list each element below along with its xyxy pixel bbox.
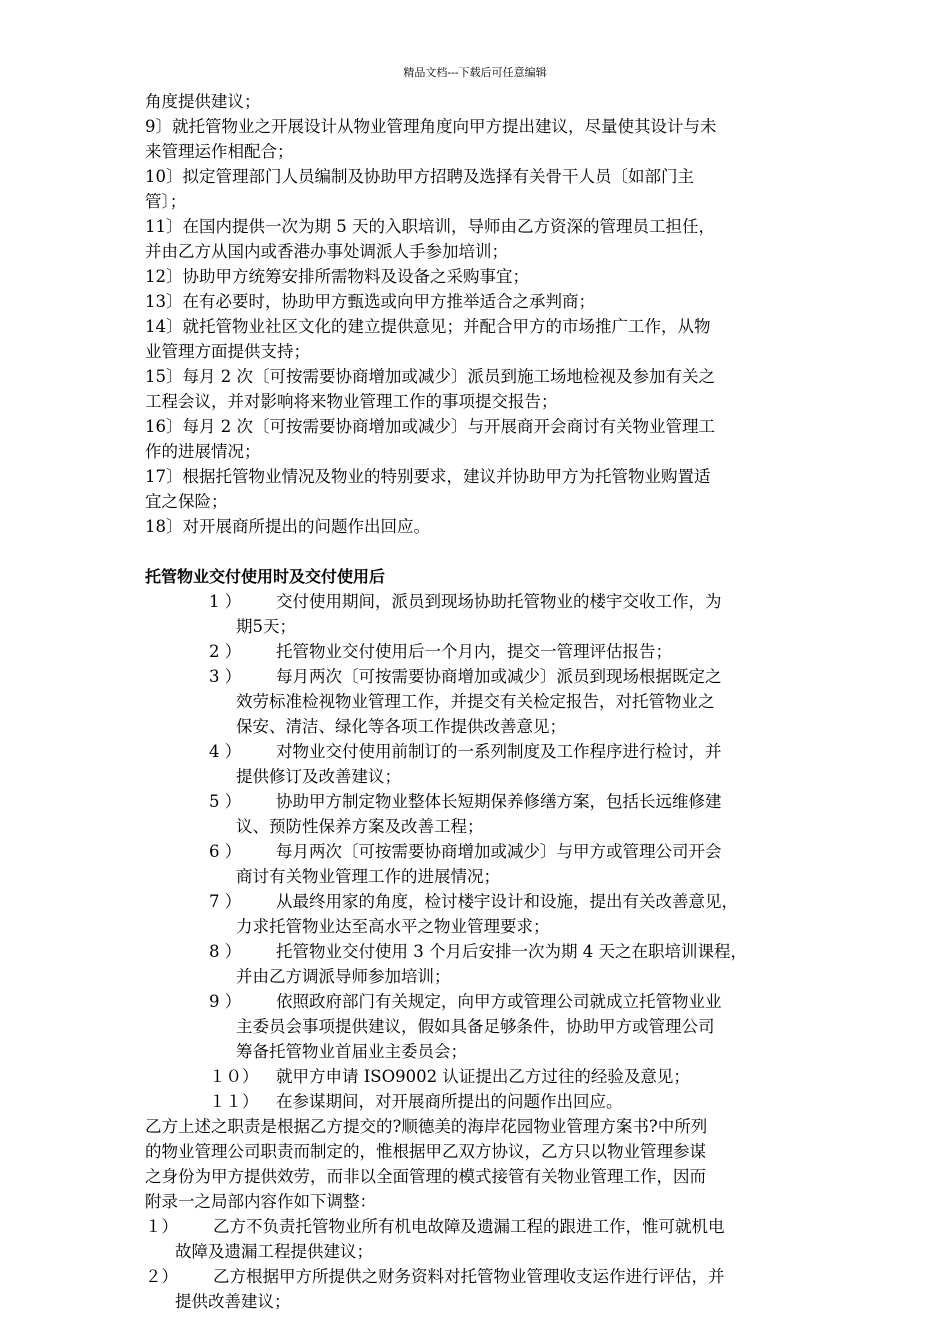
list-item-line: 期5天；	[236, 617, 296, 636]
list-item-number: 5 ）	[209, 792, 242, 811]
paragraph-line: 之身份为甲方提供效劳，而非以全面管理的模式接管有关物业管理工作，因而	[145, 1167, 706, 1186]
list-item-text: 依照政府部门有关规定，向甲方或管理公司就成立托管物业业	[276, 992, 722, 1011]
list-item-number: 1 ）	[209, 592, 242, 611]
list-item-line	[145, 1064, 813, 1089]
list-item-line	[145, 1264, 813, 1289]
list-item-line: 工程会议，并对影响将来物业管理工作的事项提交报告；	[145, 392, 558, 411]
list-item-line: 保安、清洁、绿化等各项工作提供改善意见；	[236, 717, 566, 736]
list-item-text: 每月两次〔可按需要协商增加或减少〕与甲方或管理公司开会	[276, 842, 722, 861]
list-item-line	[145, 789, 813, 814]
list-item-number: １０）	[209, 1067, 259, 1086]
list-item-text: 在参谋期间，对开展商所提出的问题作出回应。	[276, 1092, 623, 1111]
list-item-number: 4 ）	[209, 742, 242, 761]
list-item-line: 16〕每月 2 次〔可按需要协商增加或减少〕与开展商开会商讨有关物业管理工	[145, 417, 715, 436]
spacer	[145, 539, 813, 564]
list-item-number: 6 ）	[209, 842, 242, 861]
section-heading: 托管物业交付使用时及交付使用后	[145, 567, 386, 586]
list-item-line: 9〕就托管物业之开展设计从物业管理角度向甲方提出建议，尽量使其设计与未	[145, 117, 717, 136]
list-item-number: 9 ）	[209, 992, 242, 1011]
list-item-line: 15〕每月 2 次〔可按需要协商增加或减少〕派员到施工场地检视及参加有关之	[145, 367, 715, 386]
list-item-line	[145, 589, 813, 614]
list-item-line	[145, 889, 813, 914]
list-item-number: 2 ）	[209, 642, 242, 661]
list-item-line: 并由乙方调派导师参加培训；	[236, 967, 451, 986]
list-item-number: １１）	[209, 1092, 259, 1111]
list-item-line: 筹备托管物业首届业主委员会；	[236, 1042, 467, 1061]
list-item-line: 效劳标准检视物业管理工作，并提交有关检定报告，对托管物业之	[236, 692, 715, 711]
list-item-text: 每月两次〔可按需要协商增加或减少〕派员到现场根据既定之	[276, 667, 722, 686]
list-item-line: 管〕；	[145, 192, 187, 211]
list-item-text: 托管物业交付使用 3 个月后安排一次为期 4 天之在职培训课程，	[276, 942, 747, 961]
list-c	[145, 1214, 813, 1314]
list-item-line: 提供改善建议；	[175, 1292, 291, 1311]
page-header: 精品文档---下载后可任意编辑	[403, 66, 547, 79]
list-item-line: 提供修订及改善建议；	[236, 767, 401, 786]
list-item-line: 12〕协助甲方统筹安排所需物料及设备之采购事宜；	[145, 267, 529, 286]
list-item-number: ２）	[145, 1267, 178, 1286]
list-item-text: 协助甲方制定物业整体长短期保养修缮方案，包括长远维修建	[276, 792, 722, 811]
list-item-line	[145, 739, 813, 764]
list-item-line	[145, 639, 813, 664]
list-item-line	[145, 989, 813, 1014]
paragraph-line: 的物业管理公司职责而制定的，惟根据甲乙双方协议，乙方只以物业管理参谋	[145, 1142, 706, 1161]
list-item-number: 3 ）	[209, 667, 242, 686]
list-item-line: 14〕就托管物业社区文化的建立提供意见；并配合甲方的市场推广工作，从物	[145, 317, 711, 336]
list-item-text: 乙方不负责托管物业所有机电故障及遗漏工程的跟进工作，惟可就机电	[213, 1217, 725, 1236]
list-item-line	[145, 839, 813, 864]
list-item-line	[145, 1089, 813, 1114]
list-item-line: 来管理运作相配合；	[145, 142, 294, 161]
list-item-line: 议、预防性保养方案及改善工程；	[236, 817, 484, 836]
list-item-line: 18〕对开展商所提出的问题作出回应。	[145, 517, 430, 536]
list-item-number: 8 ）	[209, 942, 242, 961]
summary-paragraph	[145, 1114, 813, 1214]
list-item-line: 10〕拟定管理部门人员编制及协助甲方招聘及选择有关骨干人员〔如部门主	[145, 167, 694, 186]
document-body	[145, 89, 813, 1314]
list-item-line: 17〕根据托管物业情况及物业的特别要求，建议并协助甲方为托管物业购置适	[145, 467, 711, 486]
list-item-line: 13〕在有必要时，协助甲方甄选或向甲方推举适合之承判商；	[145, 292, 595, 311]
list-item-text: 就甲方申请 ISO9002 认证提出乙方过往的经验及意见；	[276, 1067, 690, 1086]
list-item-text: 从最终用家的角度，检讨楼宇设计和设施，提出有关改善意见，	[276, 892, 738, 911]
list-item-line: 并由乙方从国内或香港办事处调派人手参加培训；	[145, 242, 508, 261]
list-item-text: 乙方根据甲方所提供之财务资料对托管物业管理收支运作进行评估，并	[213, 1267, 725, 1286]
list-a	[145, 89, 813, 539]
paragraph-line: 附录一之局部内容作如下调整：	[145, 1192, 376, 1211]
list-item-line	[145, 664, 813, 689]
list-item-text: 交付使用期间，派员到现场协助托管物业的楼宇交收工作，为	[276, 592, 722, 611]
list-item-line: 11〕在国内提供一次为期 5 天的入职培训，导师由乙方资深的管理员工担任，	[145, 217, 715, 236]
list-item-number: 7 ）	[209, 892, 242, 911]
list-item-line: 主委员会事项提供建议，假如具备足够条件，协助甲方或管理公司	[236, 1017, 715, 1036]
list-item-text: 对物业交付使用前制订的一系列制度及工作程序进行检讨，并	[276, 742, 722, 761]
list-item-line: 力求托管物业达至高水平之物业管理要求；	[236, 917, 550, 936]
list-b	[145, 589, 813, 1114]
list-item-line	[145, 1214, 813, 1239]
list-item-line: 故障及遗漏工程提供建议；	[175, 1242, 373, 1261]
list-item-line: 宜之保险；	[145, 492, 228, 511]
list-item-number: １）	[145, 1217, 178, 1236]
list-item-line	[145, 939, 813, 964]
list-item-line: 业管理方面提供支持；	[145, 342, 310, 361]
list-item-line: 角度提供建议；	[145, 92, 261, 111]
list-item-line: 商讨有关物业管理工作的进展情况；	[236, 867, 500, 886]
list-item-text: 托管物业交付使用后一个月内，提交一管理评估报告；	[276, 642, 672, 661]
list-item-line: 作的进展情况；	[145, 442, 261, 461]
paragraph-line: 乙方上述之职责是根据乙方提交的?顺德美的海岸花园物业管理方案书?中所列	[145, 1117, 708, 1136]
